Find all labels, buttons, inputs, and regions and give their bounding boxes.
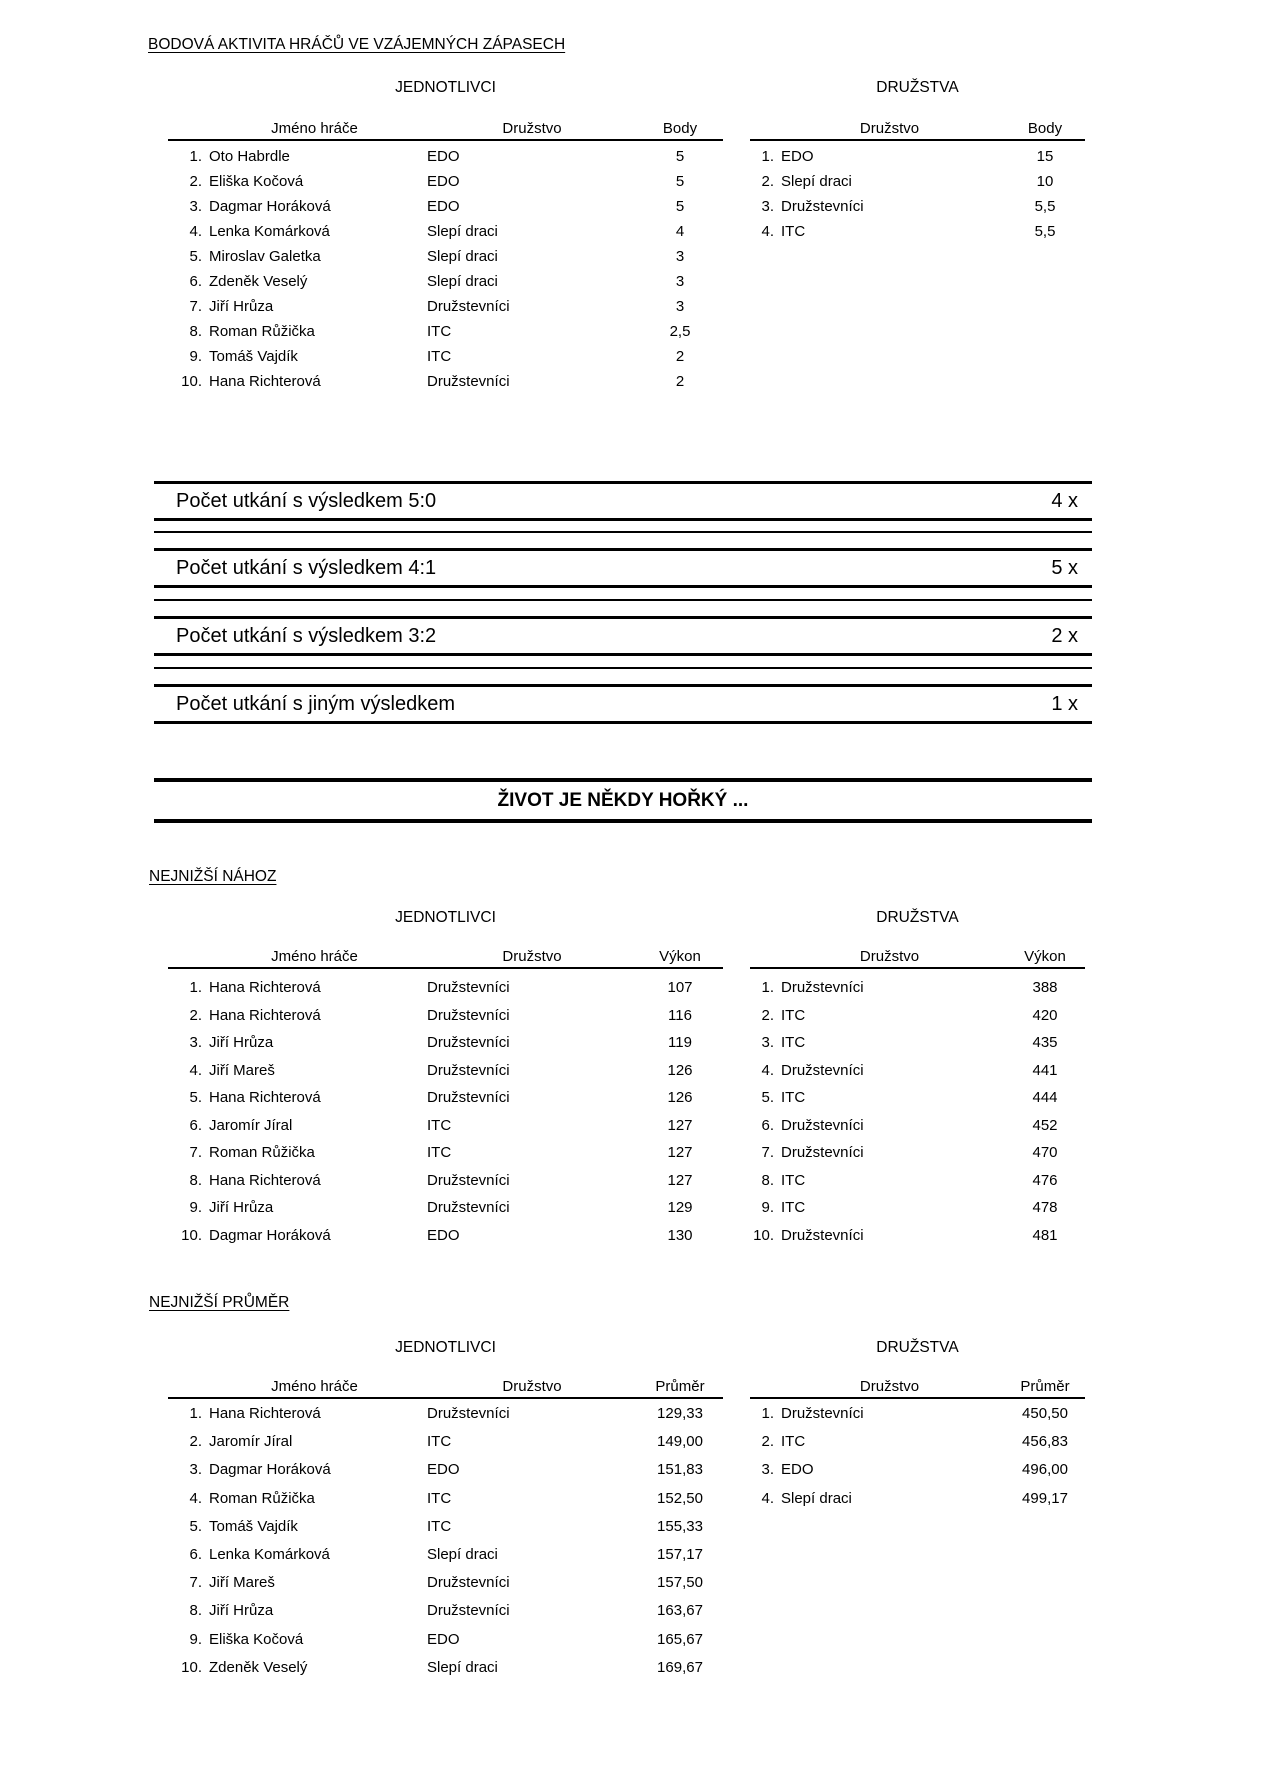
table-row [168, 1513, 723, 1541]
cell-team: Slepí draci [427, 1658, 498, 1676]
cell-rank: 3. [761, 1034, 774, 1051]
table-body [750, 1399, 1085, 1513]
cell-name: Dagmar Horáková [209, 1226, 331, 1244]
cell-team: Družstevníci [781, 1061, 864, 1079]
cell-value: 456,83 [1022, 1433, 1068, 1451]
table-row [168, 194, 723, 219]
table-row [750, 194, 1085, 219]
cell-value: 126 [667, 1089, 693, 1106]
cell-team: ITC [427, 323, 452, 340]
table-row [168, 1002, 723, 1030]
cell-value: 481 [1032, 1226, 1058, 1244]
cell-rank: 10. [753, 1226, 774, 1244]
table-row [168, 1569, 723, 1597]
cell-name: Zdeněk Veselý [209, 273, 308, 290]
cell-value: 5 [675, 198, 685, 215]
cell-name: Lenka Komárková [209, 1545, 330, 1563]
team-column-header: Družstvo [859, 120, 920, 137]
cell-rank: 7. [189, 298, 202, 315]
table-row [168, 1456, 723, 1484]
cell-team: Družstevníci [427, 1171, 510, 1189]
match-count-value: 1 x [1051, 692, 1078, 715]
cell-rank: 8. [761, 1171, 774, 1189]
table-header [168, 1374, 723, 1399]
table-row [168, 974, 723, 1002]
cell-team: Družstevníci [781, 1226, 864, 1244]
cell-rank: 9. [189, 348, 202, 365]
cell-team: Družstevníci [781, 1405, 864, 1422]
cell-value: 119 [668, 1034, 692, 1051]
rank-column-header [168, 137, 202, 139]
table-row [750, 1485, 1085, 1513]
table-row [168, 1112, 723, 1140]
cell-rank: 4. [189, 1489, 202, 1507]
cell-value: 5 [675, 148, 685, 165]
cell-rank: 1. [761, 979, 774, 996]
cell-team: ITC [781, 1199, 806, 1216]
cell-team: Družstevníci [427, 298, 510, 315]
cell-team: Slepí draci [427, 248, 498, 265]
cell-team: Družstevníci [427, 1199, 510, 1216]
cell-team: Družstevníci [427, 373, 510, 390]
table-row [168, 1428, 723, 1456]
cell-name: Jiří Mareš [209, 1574, 275, 1592]
cell-value: 127 [667, 1171, 693, 1189]
match-count-label: Počet utkání s výsledkem 5:0 [176, 489, 437, 512]
cell-value: 165,67 [657, 1630, 703, 1648]
table-row [168, 144, 723, 169]
cell-rank: 4. [761, 1489, 774, 1507]
table-header [168, 944, 723, 969]
table-row [168, 169, 723, 194]
value-column-header: Body [662, 120, 698, 137]
table-row [168, 1597, 723, 1625]
table-row [750, 974, 1085, 1002]
cell-rank: 3. [189, 1034, 202, 1051]
cell-team: Družstevníci [427, 1089, 510, 1106]
cell-value: 15 [1036, 148, 1054, 165]
cell-team: ITC [427, 1489, 452, 1507]
cell-team: EDO [427, 198, 460, 215]
cell-name: Oto Habrdle [209, 148, 290, 165]
cell-team: ITC [781, 1433, 806, 1451]
cell-team: ITC [427, 1433, 452, 1451]
cell-rank: 2. [761, 173, 774, 190]
table-body [750, 141, 1085, 244]
cell-value: 127 [667, 1116, 693, 1134]
individuals-label-throw: JEDNOTLIVCI [395, 909, 496, 926]
rank-column-header [750, 965, 774, 967]
table-header [750, 944, 1085, 969]
cell-team: Slepí draci [427, 223, 498, 240]
match-count-row-4-1 [154, 548, 1092, 588]
table-row [750, 144, 1085, 169]
points-individuals-table [168, 116, 723, 394]
cell-name: Zdeněk Veselý [209, 1658, 308, 1676]
cell-name: Roman Růžička [209, 1144, 315, 1161]
cell-team: ITC [781, 223, 806, 240]
cell-name: Hana Richterová [209, 1006, 321, 1024]
table-body [168, 1399, 723, 1682]
cell-team: ITC [427, 1116, 452, 1134]
table-row [750, 1002, 1085, 1030]
rank-column-header [168, 965, 202, 967]
cell-team: ITC [781, 1171, 806, 1189]
team-column-header: Družstvo [859, 1378, 920, 1395]
cell-team: Družstevníci [781, 198, 864, 215]
cell-rank: 9. [189, 1630, 202, 1648]
cell-value: 10 [1036, 173, 1054, 190]
separator-rule [154, 667, 1092, 669]
cell-name: Jiří Hrůza [209, 1199, 274, 1216]
table-row [168, 1222, 723, 1250]
cell-rank: 5. [189, 1517, 202, 1535]
cell-name: Hana Richterová [209, 1089, 321, 1106]
cell-name: Miroslav Galetka [209, 248, 321, 265]
cell-value: 149,00 [657, 1433, 703, 1451]
cell-value: 420 [1032, 1006, 1058, 1024]
throw-teams-table [750, 944, 1085, 1249]
cell-value: 129 [667, 1199, 693, 1216]
separator-rule [154, 599, 1092, 601]
player-column-header: Jméno hráče [271, 120, 358, 137]
cell-name: Jiří Hrůza [209, 1602, 274, 1620]
cell-team: ITC [781, 1006, 806, 1024]
cell-team: Družstevníci [427, 1602, 510, 1620]
table-row [168, 1029, 723, 1057]
table-row [168, 1194, 723, 1222]
cell-name: Dagmar Horáková [209, 198, 331, 215]
cell-value: 129,33 [657, 1405, 703, 1422]
match-count-value: 2 x [1051, 624, 1078, 647]
cell-value: 107 [667, 979, 693, 996]
cell-rank: 3. [761, 1461, 774, 1479]
cell-rank: 7. [189, 1144, 202, 1161]
cell-rank: 2. [189, 173, 202, 190]
table-row [168, 1400, 723, 1428]
cell-value: 3 [675, 248, 685, 265]
cell-rank: 7. [761, 1144, 774, 1161]
cell-name: Jiří Hrůza [209, 1034, 274, 1051]
section-banner: ŽIVOT JE NĚKDY HOŘKÝ ... [154, 778, 1092, 823]
cell-rank: 8. [189, 1171, 202, 1189]
cell-rank: 4. [761, 1061, 774, 1079]
cell-rank: 6. [189, 1545, 202, 1563]
team-column-header: Družstvo [859, 948, 920, 965]
cell-rank: 2. [189, 1006, 202, 1024]
cell-value: 157,50 [657, 1574, 703, 1592]
cell-rank: 9. [761, 1199, 774, 1216]
table-row [168, 269, 723, 294]
table-row [168, 344, 723, 369]
cell-rank: 4. [761, 223, 774, 240]
cell-value: 450,50 [1022, 1405, 1068, 1422]
table-row [168, 1626, 723, 1654]
match-count-label: Počet utkání s výsledkem 3:2 [176, 624, 437, 647]
cell-team: Družstevníci [427, 1061, 510, 1079]
cell-name: Tomáš Vajdík [209, 1517, 298, 1535]
table-row [750, 169, 1085, 194]
match-count-value: 4 x [1051, 489, 1078, 512]
table-body [750, 969, 1085, 1249]
cell-name: Roman Růžička [209, 323, 315, 340]
table-row [168, 1057, 723, 1085]
cell-team: ITC [427, 1144, 452, 1161]
cell-team: Družstevníci [781, 1144, 864, 1161]
table-row [750, 1112, 1085, 1140]
average-individuals-table [168, 1374, 723, 1682]
cell-rank: 1. [761, 1405, 774, 1422]
value-column-header: Průměr [655, 1378, 705, 1395]
cell-value: 444 [1032, 1089, 1058, 1106]
table-row [750, 1456, 1085, 1484]
cell-rank: 8. [189, 323, 202, 340]
cell-name: Roman Růžička [209, 1489, 315, 1507]
cell-name: Jaromír Jíral [209, 1116, 293, 1134]
table-row [168, 1654, 723, 1682]
table-row [750, 219, 1085, 244]
cell-value: 2 [675, 373, 685, 390]
table-row [750, 1400, 1085, 1428]
cell-rank: 3. [761, 198, 774, 215]
cell-value: 435 [1032, 1034, 1058, 1051]
cell-value: 470 [1032, 1144, 1058, 1161]
cell-team: EDO [427, 1461, 460, 1479]
table-row [750, 1194, 1085, 1222]
cell-value: 496,00 [1022, 1461, 1068, 1479]
cell-value: 452 [1032, 1116, 1058, 1134]
cell-value: 476 [1032, 1171, 1058, 1189]
cell-rank: 3. [189, 1461, 202, 1479]
cell-value: 2 [675, 348, 685, 365]
table-row [168, 1084, 723, 1112]
cell-name: Dagmar Horáková [209, 1461, 331, 1479]
match-count-row-5-0 [154, 481, 1092, 521]
cell-rank: 2. [189, 1433, 202, 1451]
teams-label-average: DRUŽSTVA [876, 1339, 959, 1356]
cell-value: 3 [675, 298, 685, 315]
cell-team: Družstevníci [427, 979, 510, 996]
table-row [168, 244, 723, 269]
cell-value: 169,67 [657, 1658, 703, 1676]
match-count-value: 5 x [1051, 556, 1078, 579]
cell-team: ITC [427, 1517, 452, 1535]
table-row [750, 1139, 1085, 1167]
cell-rank: 10. [181, 1226, 202, 1244]
cell-value: 388 [1032, 979, 1058, 996]
cell-value: 5 [675, 173, 685, 190]
table-row [750, 1222, 1085, 1250]
cell-value: 155,33 [657, 1517, 703, 1535]
value-column-header: Výkon [1024, 948, 1066, 965]
cell-value: 126 [667, 1061, 693, 1079]
cell-rank: 3. [189, 198, 202, 215]
cell-value: 499,17 [1022, 1489, 1068, 1507]
team-column-header: Družstvo [502, 120, 562, 137]
cell-name: Eliška Kočová [209, 173, 304, 190]
cell-value: 163,67 [657, 1602, 703, 1620]
teams-label-points: DRUŽSTVA [876, 79, 959, 96]
cell-team: Družstevníci [427, 1574, 510, 1592]
cell-name: Hana Richterová [209, 1171, 321, 1189]
average-teams-table [750, 1374, 1085, 1513]
separator-rule [154, 531, 1092, 533]
cell-value: 5,5 [1034, 223, 1056, 240]
table-row [168, 319, 723, 344]
table-row [750, 1428, 1085, 1456]
cell-name: Jaromír Jíral [209, 1433, 293, 1451]
cell-team: EDO [781, 148, 814, 165]
cell-rank: 4. [189, 223, 202, 240]
match-count-label: Počet utkání s výsledkem 4:1 [176, 556, 437, 579]
cell-team: ITC [781, 1034, 806, 1051]
cell-name: Lenka Komárková [209, 223, 330, 240]
cell-rank: 1. [189, 1405, 202, 1422]
cell-team: Slepí draci [781, 173, 852, 190]
table-row [750, 1167, 1085, 1195]
rank-column-header [168, 1395, 202, 1397]
table-row [750, 1084, 1085, 1112]
cell-name: Jiří Mareš [209, 1061, 275, 1079]
document-title: BODOVÁ AKTIVITA HRÁČŮ VE VZÁJEMNÝCH ZÁPASECH [148, 36, 566, 53]
cell-name: Hana Richterová [209, 979, 321, 996]
table-row [168, 1485, 723, 1513]
cell-rank: 6. [189, 273, 202, 290]
cell-name: Eliška Kočová [209, 1630, 304, 1648]
player-column-header: Jméno hráče [271, 948, 358, 965]
table-header [168, 116, 723, 141]
cell-name: Tomáš Vajdík [209, 348, 298, 365]
cell-value: 151,83 [657, 1461, 703, 1479]
cell-rank: 8. [189, 1602, 202, 1620]
cell-value: 130 [667, 1226, 693, 1244]
cell-team: Družstevníci [781, 979, 864, 996]
match-count-row-other [154, 684, 1092, 724]
value-column-header: Výkon [659, 948, 701, 965]
cell-rank: 5. [189, 1089, 202, 1106]
throw-individuals-table [168, 944, 723, 1249]
table-row [168, 1541, 723, 1569]
cell-value: 4 [675, 223, 685, 240]
table-row [168, 294, 723, 319]
cell-team: Slepí draci [427, 1545, 498, 1563]
cell-rank: 6. [761, 1116, 774, 1134]
value-column-header: Průměr [1020, 1378, 1070, 1395]
cell-team: EDO [427, 173, 460, 190]
lowest-throw-heading: NEJNIŽŠÍ NÁHOZ [149, 868, 277, 885]
cell-team: Družstevníci [427, 1006, 510, 1024]
rank-column-header [750, 1395, 774, 1397]
individuals-label-points: JEDNOTLIVCI [395, 79, 496, 96]
cell-rank: 1. [189, 148, 202, 165]
table-header [750, 1374, 1085, 1399]
match-count-label: Počet utkání s jiným výsledkem [176, 692, 455, 715]
table-body [168, 969, 723, 1249]
cell-team: Družstevníci [427, 1405, 510, 1422]
rank-column-header [750, 137, 774, 139]
team-column-header: Družstvo [502, 948, 562, 965]
table-row [168, 1139, 723, 1167]
cell-team: ITC [427, 348, 452, 365]
cell-value: 5,5 [1034, 198, 1056, 215]
table-row [168, 1167, 723, 1195]
cell-rank: 5. [761, 1089, 774, 1106]
cell-value: 3 [675, 273, 685, 290]
cell-value: 116 [668, 1006, 692, 1024]
individuals-label-average: JEDNOTLIVCI [395, 1339, 496, 1356]
cell-rank: 2. [761, 1433, 774, 1451]
points-teams-table [750, 116, 1085, 244]
cell-rank: 7. [189, 1574, 202, 1592]
cell-team: Slepí draci [781, 1489, 852, 1507]
cell-rank: 6. [189, 1116, 202, 1134]
cell-value: 127 [667, 1144, 693, 1161]
table-row [750, 1029, 1085, 1057]
teams-label-throw: DRUŽSTVA [876, 909, 959, 926]
cell-rank: 10. [181, 373, 202, 390]
player-column-header: Jméno hráče [271, 1378, 358, 1395]
cell-team: Družstevníci [427, 1034, 510, 1051]
cell-rank: 4. [189, 1061, 202, 1079]
cell-team: EDO [427, 148, 460, 165]
cell-rank: 9. [189, 1199, 202, 1216]
table-row [168, 369, 723, 394]
cell-team: Slepí draci [427, 273, 498, 290]
cell-team: ITC [781, 1089, 806, 1106]
table-row [168, 219, 723, 244]
table-header [750, 116, 1085, 141]
cell-team: EDO [427, 1630, 460, 1648]
cell-team: Družstevníci [781, 1116, 864, 1134]
cell-team: EDO [781, 1461, 814, 1479]
table-body [168, 141, 723, 394]
cell-team: EDO [427, 1226, 460, 1244]
cell-rank: 1. [189, 979, 202, 996]
cell-value: 441 [1032, 1061, 1058, 1079]
cell-value: 157,17 [657, 1545, 703, 1563]
cell-name: Hana Richterová [209, 373, 321, 390]
cell-rank: 2. [761, 1006, 774, 1024]
cell-rank: 1. [761, 148, 774, 165]
lowest-average-heading: NEJNIŽŠÍ PRŮMĚR [149, 1294, 290, 1311]
value-column-header: Body [1027, 120, 1063, 137]
table-row [750, 1057, 1085, 1085]
cell-value: 152,50 [657, 1489, 703, 1507]
cell-rank: 5. [189, 248, 202, 265]
cell-value: 2,5 [669, 323, 691, 340]
cell-rank: 10. [181, 1658, 202, 1676]
cell-name: Hana Richterová [209, 1405, 321, 1422]
match-count-row-3-2 [154, 616, 1092, 656]
team-column-header: Družstvo [502, 1378, 562, 1395]
cell-name: Jiří Hrůza [209, 298, 274, 315]
cell-value: 478 [1032, 1199, 1058, 1216]
